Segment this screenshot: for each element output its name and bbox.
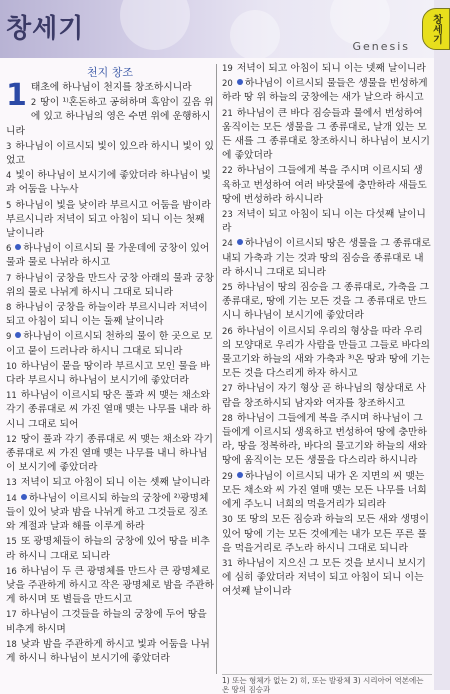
verse-text: 또 광명체들이 하늘의 궁창에 있어 땅을 비추라 하시니 그대로 되니라	[6, 536, 210, 562]
verse	[6, 389, 214, 432]
verse	[222, 325, 432, 382]
chapter-number: 1	[6, 78, 27, 113]
verse-number: 10	[6, 361, 17, 372]
verse	[6, 301, 214, 329]
paragraph-marker-icon	[15, 332, 21, 338]
verse-text: 하나님이 두 큰 광명체를 만드사 큰 광명체로 낮을 주관하게 하시고 작은 광명체로 밤을 주관하게 하시며 또 별들을 만드시고	[6, 565, 214, 606]
verse-text: 저녁이 되고 아침이 되니 이는 넷째 날이니라	[236, 63, 426, 74]
verse	[6, 78, 214, 113]
footnotes: 1) 또는 형체가 없는 2) 히, 또는 발광체 3) 시리아어 역본에는 온 땅의 짐승과	[222, 674, 432, 694]
verse	[6, 492, 214, 535]
verse-number: 30	[222, 515, 233, 526]
verse	[6, 608, 214, 636]
verse-text: 하나님이 이르시되 물 가운데에 궁창이 있어 물과 물로 나뉘라 하시고	[6, 243, 210, 269]
verse-text: 하나님이 자기 형상 곧 하나님의 형상대로 사람을 창조하시되 남자와 여자를 창조하시고	[222, 383, 426, 409]
verse-number: 8	[6, 303, 12, 314]
verse-text: 땅이 풀과 각기 종류대로 씨 맺는 채소와 각기 종류대로 씨 가진 열매 맺는 나무를 내니 하나님이 보시기에 좋았더라	[6, 433, 213, 474]
verse-text: 하나님이 이르시되 우리의 형상을 따라 우리의 모양대로 우리가 사람을 만들고 그들로 바다의 물고기와 하늘의 새와 가축과 ³⁾온 땅과 땅에 기는 모든 것을 다스리게 하자 하시고	[222, 325, 430, 380]
book-index-tab[interactable]: 창세기	[422, 8, 450, 50]
verse-text: 하나님이 큰 바다 짐승들과 물에서 번성하여 움직이는 모든 생물을 그 종류대로, 날개 있는 모든 새를 그 종류대로 창조하시니 하나님이 보시기에 좋았더라	[222, 107, 430, 162]
verse-text: 땅이 ¹⁾혼돈하고 공허하며 흑암이 깊음 위에 있고 하나님의 영은 수면 위에 운행하시니라	[6, 97, 214, 137]
verse-text: 하나님이 그들에게 복을 주시며 하나님이 그들에게 이르시되 생육하고 번성하여 땅에 충만하라, 땅을 정복하라, 바다의 물고기와 하늘의 새와 땅에 움직이는 모든 생물을 다스리라 하시니라	[222, 412, 427, 467]
verse-number: 23	[222, 210, 233, 221]
verse	[6, 140, 214, 168]
verse	[222, 62, 432, 76]
verse-number: 12	[6, 434, 17, 445]
verse-number: 17	[6, 610, 17, 621]
left-column	[6, 62, 214, 667]
verse-text: 하나님이 궁창을 하늘이라 부르시니라 저녁이 되고 아침이 되니 이는 둘째 날이니라	[6, 302, 208, 328]
page-header	[0, 0, 450, 58]
verse	[222, 237, 432, 280]
verse-number: 5	[6, 200, 12, 211]
verse	[6, 433, 214, 476]
verse-text: 하나님이 이르시되 땅은 풀과 씨 맺는 채소와 각기 종류대로 씨 가진 열매 맺는 나무를 내라 하시니 그대로 되어	[6, 390, 211, 430]
verse-text: 하나님이 지으신 그 모든 것을 보시니 보시기에 심히 좋았더라 저녁이 되고 아침이 되니 이는 여섯째 날이니라	[222, 557, 426, 598]
verse	[222, 412, 432, 469]
verse-number: 7	[6, 273, 12, 284]
verse-number: 16	[6, 566, 17, 577]
verse-number: 25	[222, 283, 233, 294]
verse-text: 태초에 하나님이 천지를 창조하시니라	[30, 82, 192, 93]
verse	[222, 382, 432, 410]
verse	[6, 96, 214, 139]
verse-text: 하나님이 빛을 낮이라 부르시고 어둠을 밤이라 부르시니라 저녁이 되고 아침이 되니 이는 첫째 날이니라	[6, 199, 211, 240]
verse-text: 낮과 밤을 주관하게 하시고 빛과 어둠을 나뉘게 하시니 하나님이 보시기에 좋았더라	[6, 638, 210, 664]
verse-number: 19	[222, 64, 233, 74]
verse-number: 6	[6, 244, 12, 255]
right-column	[222, 62, 432, 601]
verse-number: 13	[6, 478, 17, 489]
verse-text: 하나님이 그들에게 복을 주시며 이르시되 생육하고 번성하여 여러 바닷물에 충만하라 새들도 땅에 번성하라 하시니라	[222, 165, 427, 205]
verse	[222, 164, 432, 207]
book-title: 창세기	[6, 14, 85, 44]
verse-text: 저녁이 되고 아침이 되니 이는 다섯째 날이니라	[222, 209, 426, 235]
verse-text: 또 땅의 모든 짐승과 하늘의 모든 새와 생명이 있어 땅에 기는 모든 것에게는 내가 모든 푸른 풀을 먹을거리로 주노라 하시니 그대로 되니라	[222, 514, 429, 554]
verse-text: 하나님이 그것들을 하늘의 궁창에 두어 땅을 비추게 하시며	[6, 609, 207, 635]
verse	[6, 565, 214, 608]
verse-text: 빛이 하나님이 보시기에 좋았더라 하나님이 빛과 어둠을 나누사	[6, 170, 211, 196]
verse	[6, 638, 214, 666]
book-title-english: Genesis	[352, 40, 410, 53]
column-divider	[216, 64, 217, 674]
verse	[222, 470, 432, 513]
verse-text: 하나님이 이르시되 내가 온 지면의 씨 맺는 모든 채소와 씨 가진 열매 맺는 모든 나무를 너희에게 주노니 너희의 먹을거리가 되리라	[222, 470, 427, 511]
verse-number: 14	[6, 493, 17, 504]
verse-number: 26	[222, 326, 233, 337]
verse-text: 하나님이 이르시되 땅은 생물을 그 종류대로 내되 가축과 기는 것과 땅의 짐승을 종류대로 내라 하시니 그대로 되니라	[222, 238, 431, 278]
verse-text: 하나님이 이르시되 하늘의 궁창에 ²⁾광명체들이 있어 낮과 밤을 나뉘게 하고 그것들로 징조와 계절과 날과 해를 이루게 하라	[6, 492, 209, 533]
verse	[6, 476, 214, 490]
verse	[6, 169, 214, 197]
verse-text: 하나님이 이르시되 물들은 생물을 번성하게 하라 땅 위 하늘의 궁창에는 새가 날으라 하시고	[222, 78, 428, 104]
verse	[6, 242, 214, 270]
verse-number: 15	[6, 537, 17, 548]
verse	[6, 330, 214, 358]
verse	[222, 557, 432, 600]
paragraph-marker-icon	[237, 239, 243, 245]
verse-number: 29	[222, 471, 233, 482]
verse-number: 20	[222, 79, 233, 90]
verse	[6, 199, 214, 242]
verse-text: 하나님이 땅의 짐승을 그 종류대로, 가축을 그 종류대로, 땅에 기는 모든 것을 그 종류대로 만드시니 하나님이 보시기에 좋았더라	[222, 282, 429, 322]
verse	[6, 535, 214, 563]
verse-number: 31	[222, 558, 233, 569]
verse-text: 저녁이 되고 아침이 되니 이는 셋째 날이니라	[20, 477, 210, 489]
verse	[222, 281, 432, 324]
verse	[222, 208, 432, 236]
verse-number: 4	[6, 171, 12, 182]
verse-number: 27	[222, 384, 233, 395]
verse-number: 18	[6, 639, 17, 650]
verse	[6, 272, 214, 300]
verse-text: 하나님이 이르시되 빛이 있으라 하시니 빛이 있었고	[6, 140, 214, 167]
verse-number: 3	[6, 141, 12, 152]
verse-number: 28	[222, 413, 233, 424]
verse	[222, 77, 432, 105]
verse	[6, 360, 214, 388]
paragraph-marker-icon	[15, 244, 21, 250]
verse-number: 22	[222, 166, 233, 177]
verse-number: 21	[222, 108, 233, 119]
side-index-bar	[434, 0, 450, 690]
verse-text: 하나님이 이르시되 천하의 물이 한 곳으로 모이고 뭍이 드러나라 하시니 그대로 되니라	[6, 331, 213, 357]
verse-number: 11	[6, 391, 17, 402]
verse	[222, 107, 432, 164]
paragraph-marker-icon	[237, 79, 243, 85]
verse-number: 9	[6, 332, 12, 343]
paragraph-marker-icon	[237, 472, 243, 478]
paragraph-marker-icon	[21, 494, 27, 500]
verse-number: 24	[222, 239, 233, 250]
section-title: 천지 창조	[86, 66, 133, 79]
verse-text: 하나님이 뭍을 땅이라 부르시고 모인 물을 바다라 부르시니 하나님이 보시기에 좋았더라	[6, 360, 210, 387]
verse-number: 2	[30, 98, 37, 109]
verse	[222, 513, 432, 556]
verse-text: 하나님이 궁창을 만드사 궁창 아래의 물과 궁창 위의 물로 나뉘게 하시니 그대로 되니라	[6, 272, 214, 298]
